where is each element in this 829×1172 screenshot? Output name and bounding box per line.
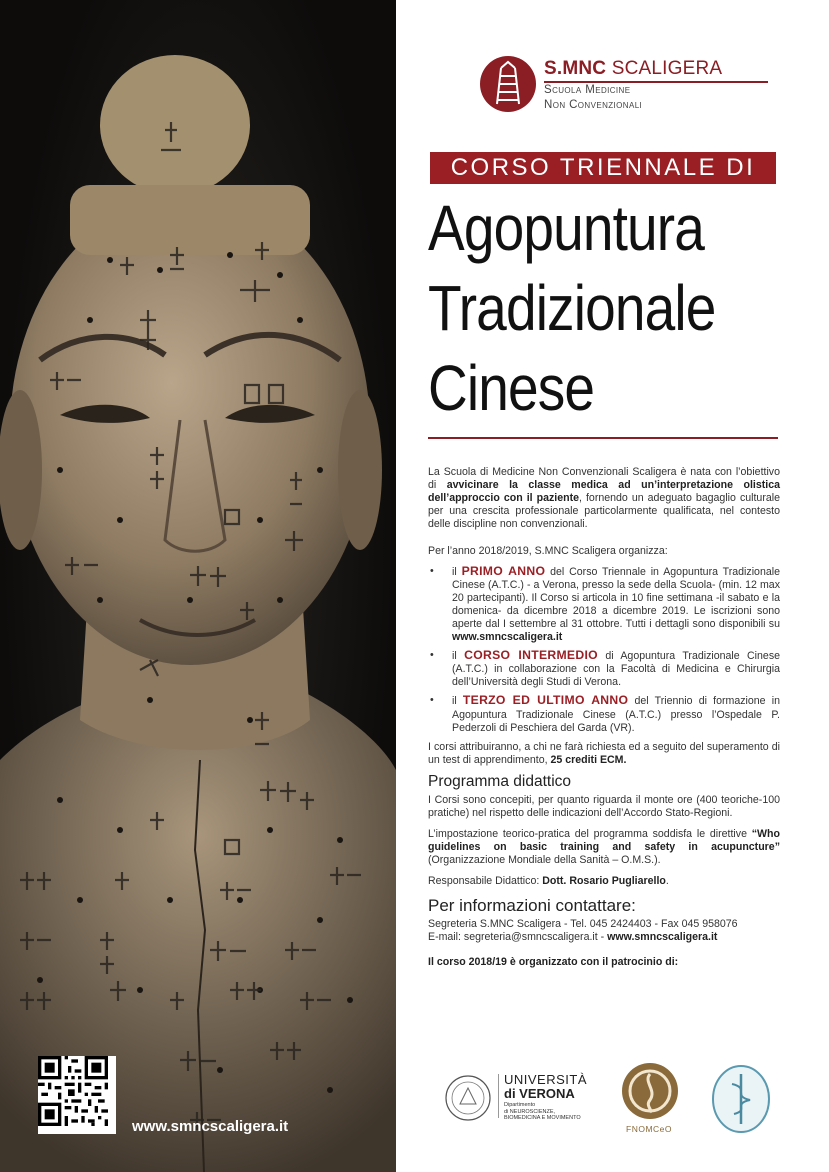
contact-website-link[interactable]: www.smncscaligera.it [607, 930, 718, 943]
acupuncture-statue-photo [0, 0, 396, 1172]
course-list [428, 565, 780, 735]
title-line-3: Cinese [428, 352, 595, 424]
credits-paragraph: I corsi attribuiranno, a chi ne farà richiesta ed a seguito del superamento di un test di apprendimento, 25 crediti ECM. [428, 740, 780, 766]
fnomceo-label: FNOMCeO [626, 1124, 672, 1134]
statue-illustration [0, 0, 396, 1172]
title-line-2: Tradizionale [428, 272, 716, 344]
email-link[interactable]: E-mail: segreteria@smncscaligera.it - [428, 930, 608, 943]
contact-heading: Per informazioni contattare: [428, 895, 636, 915]
program-responsible: Responsabile Didattico: Dott. Rosario Pugliarello. [428, 875, 669, 888]
fnomceo-logo-icon [619, 1060, 681, 1122]
medical-association-emblem-icon [710, 1062, 772, 1136]
course-description [428, 466, 780, 969]
scaligera-emblem-icon [480, 56, 536, 112]
school-subtitle-line2: Non Convenzionali [544, 99, 643, 111]
year-line: Per l’anno 2018/2019, S.MNC Scaligera organizza: [428, 545, 668, 558]
program-heading: Programma didattico [428, 772, 572, 790]
website-link[interactable]: www.smncscaligera.it [132, 1118, 289, 1135]
university-city: di VERONA [504, 1086, 575, 1101]
school-name: S.MNC SCALIGERA [544, 58, 723, 79]
list-item: • il PRIMO ANNO del Corso Triennale in Agopuntura Tradizionale Cinese (A.T.C.) - a Verona, presso la sede della Scuola- (min. 12 max 20 partecipanti). Il Corso si articola in 10 fine settimana -il sabato e la domenica- da dicembre 2018 a dicembre 2019. Le iscrizioni sono aperte dal I settembre al 31 ottobre. Tutti i dettagli sono disponibili su www.smncscaligera.it [428, 565, 780, 645]
ladder-emblem-icon [480, 56, 536, 112]
list-item: • il TERZO ED ULTIMO ANNO del Triennio di formazione in Agopuntura Tradizionale Cinese (A.T.C.) presso l’Ospedale P. Pederzoli di Peschiera del Garda (VR). [428, 694, 780, 734]
title-line-1: Agopuntura [428, 192, 705, 264]
school-subtitle-line1: Scuola Medicine [544, 84, 631, 96]
program-paragraph-2: L’impostazione teorico-pratica del programma soddisfa le direttive “Who guidelines on basic training and safety in acupuncture” (Organizzazione Mondiale della Sanità – O.M.S.). [428, 828, 780, 867]
department-name: Dipartimento di NEUROSCIENZE, BIOMEDICINA E MOVIMENTO [504, 1102, 581, 1121]
university-seal-icon [444, 1074, 492, 1122]
course-title [428, 188, 715, 428]
contact-email-line [428, 931, 780, 944]
sponsor-logos [442, 1060, 782, 1140]
intro-paragraph: La Scuola di Medicine Non Convenzionali Scaligera è nata con l’obiettivo di avvicinare la classe medica ad un’interpretazione olistica dell’approccio con il paziente, fornendo un adeguato bagaglio culturale per una crescita professionale particolarmente qualificata, nel contesto delle discipline non convenzionali. [428, 466, 780, 531]
contact-phone-line: Segreteria S.MNC Scaligera - Tel. 045 2424403 - Fax 045 958076 [428, 917, 738, 930]
university-name: UNIVERSITÀ [504, 1072, 588, 1087]
course-banner: CORSO TRIENNALE DI [430, 152, 776, 184]
logo-divider [544, 81, 768, 83]
school-logo [480, 54, 780, 120]
sponsor-divider [498, 1074, 499, 1118]
list-item: • il CORSO INTERMEDIO di Agopuntura Tradizionale Cinese (A.T.C.) in collaborazione con la Facoltà di Medicina e Chirurgia dell’Università degli Studi di Verona. [428, 649, 780, 689]
program-paragraph-1: I Corsi sono concepiti, per quanto riguarda il monte ore (400 teoriche-100 pratiche) nel rispetto delle indicazioni dell’Accordo Stato-Regioni. [428, 793, 780, 820]
patronage-line: Il corso 2018/19 è organizzato con il patrocinio di: [428, 955, 679, 968]
qr-code-graphic [38, 1056, 108, 1126]
qr-code-icon[interactable] [38, 1056, 116, 1134]
website-link-inline[interactable]: www.smncscaligera.it [452, 631, 563, 644]
title-rule [428, 437, 778, 439]
